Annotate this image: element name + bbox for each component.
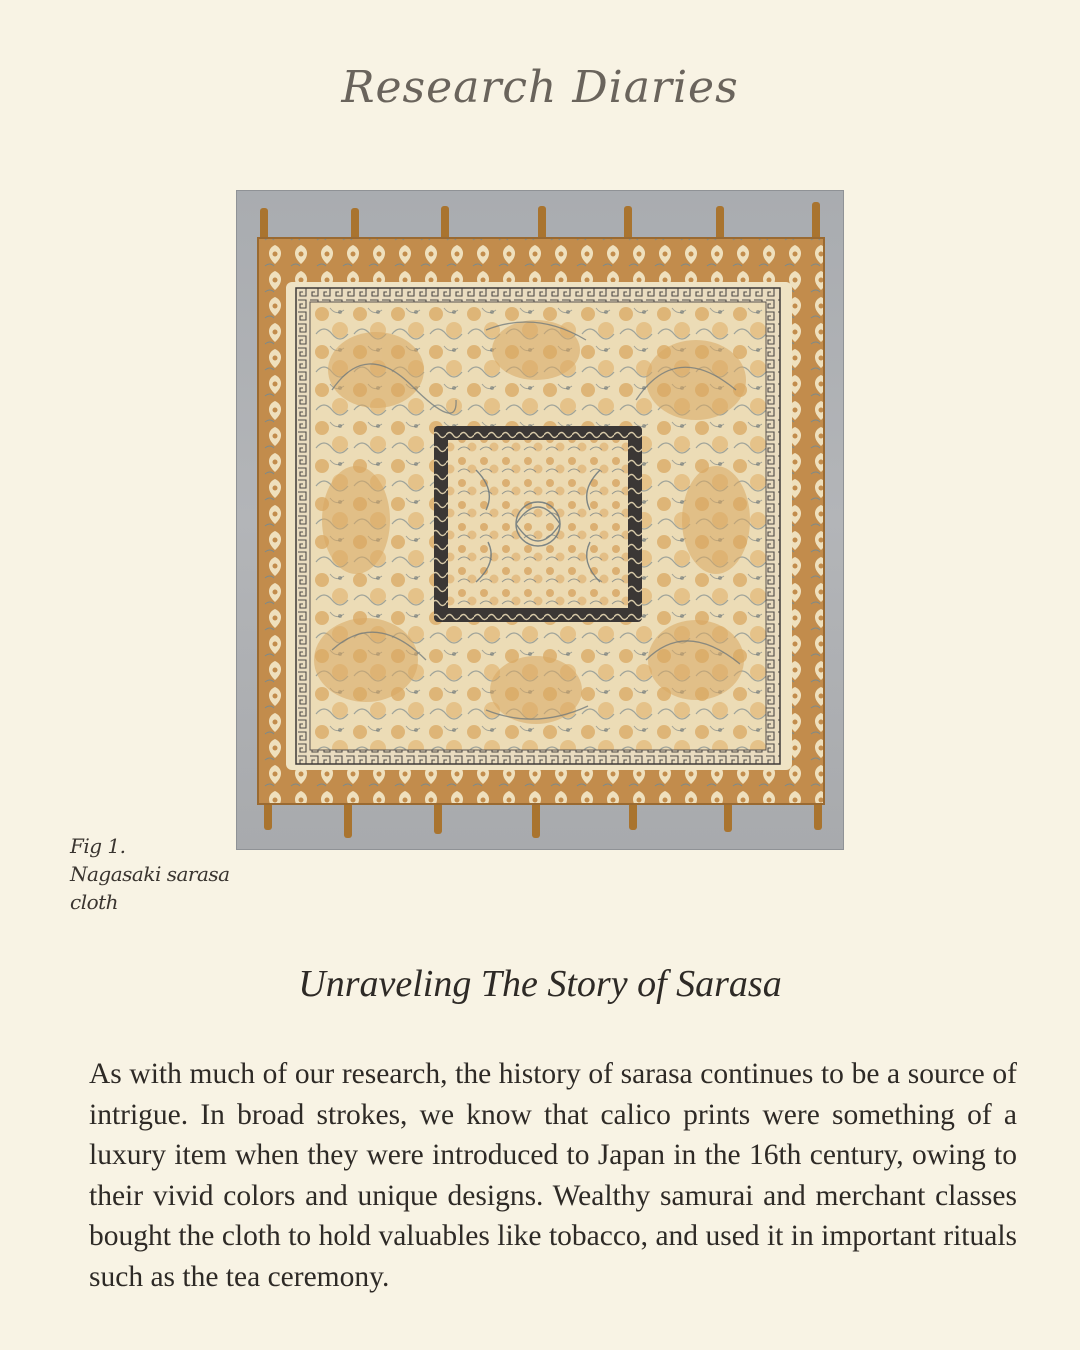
figure-caption-line1: Nagasaki sarasa xyxy=(70,862,230,886)
sarasa-cloth-illustration xyxy=(236,190,844,850)
sarasa-cloth-image xyxy=(236,190,844,850)
central-medallion xyxy=(448,440,628,608)
article-title: Unraveling The Story of Sarasa xyxy=(298,963,782,1005)
page-title: Research Diaries xyxy=(341,62,739,113)
article-body: As with much of our research, the history of sarasa continues to be a source of intrigue. In broad strokes, we know that calico prints were something of a luxury item when they were introduced to Japan in the 16th century, owing to their vivid colors and unique designs. Wealthy samurai and merchant classes bought the cloth to hold valuables like tobacco, and used it in important rituals such as the tea ceremony. xyxy=(89,1058,1017,1293)
figure-caption xyxy=(70,832,240,916)
figure-caption-line2: cloth xyxy=(70,890,119,914)
figure-caption-label: Fig 1. xyxy=(70,834,126,858)
